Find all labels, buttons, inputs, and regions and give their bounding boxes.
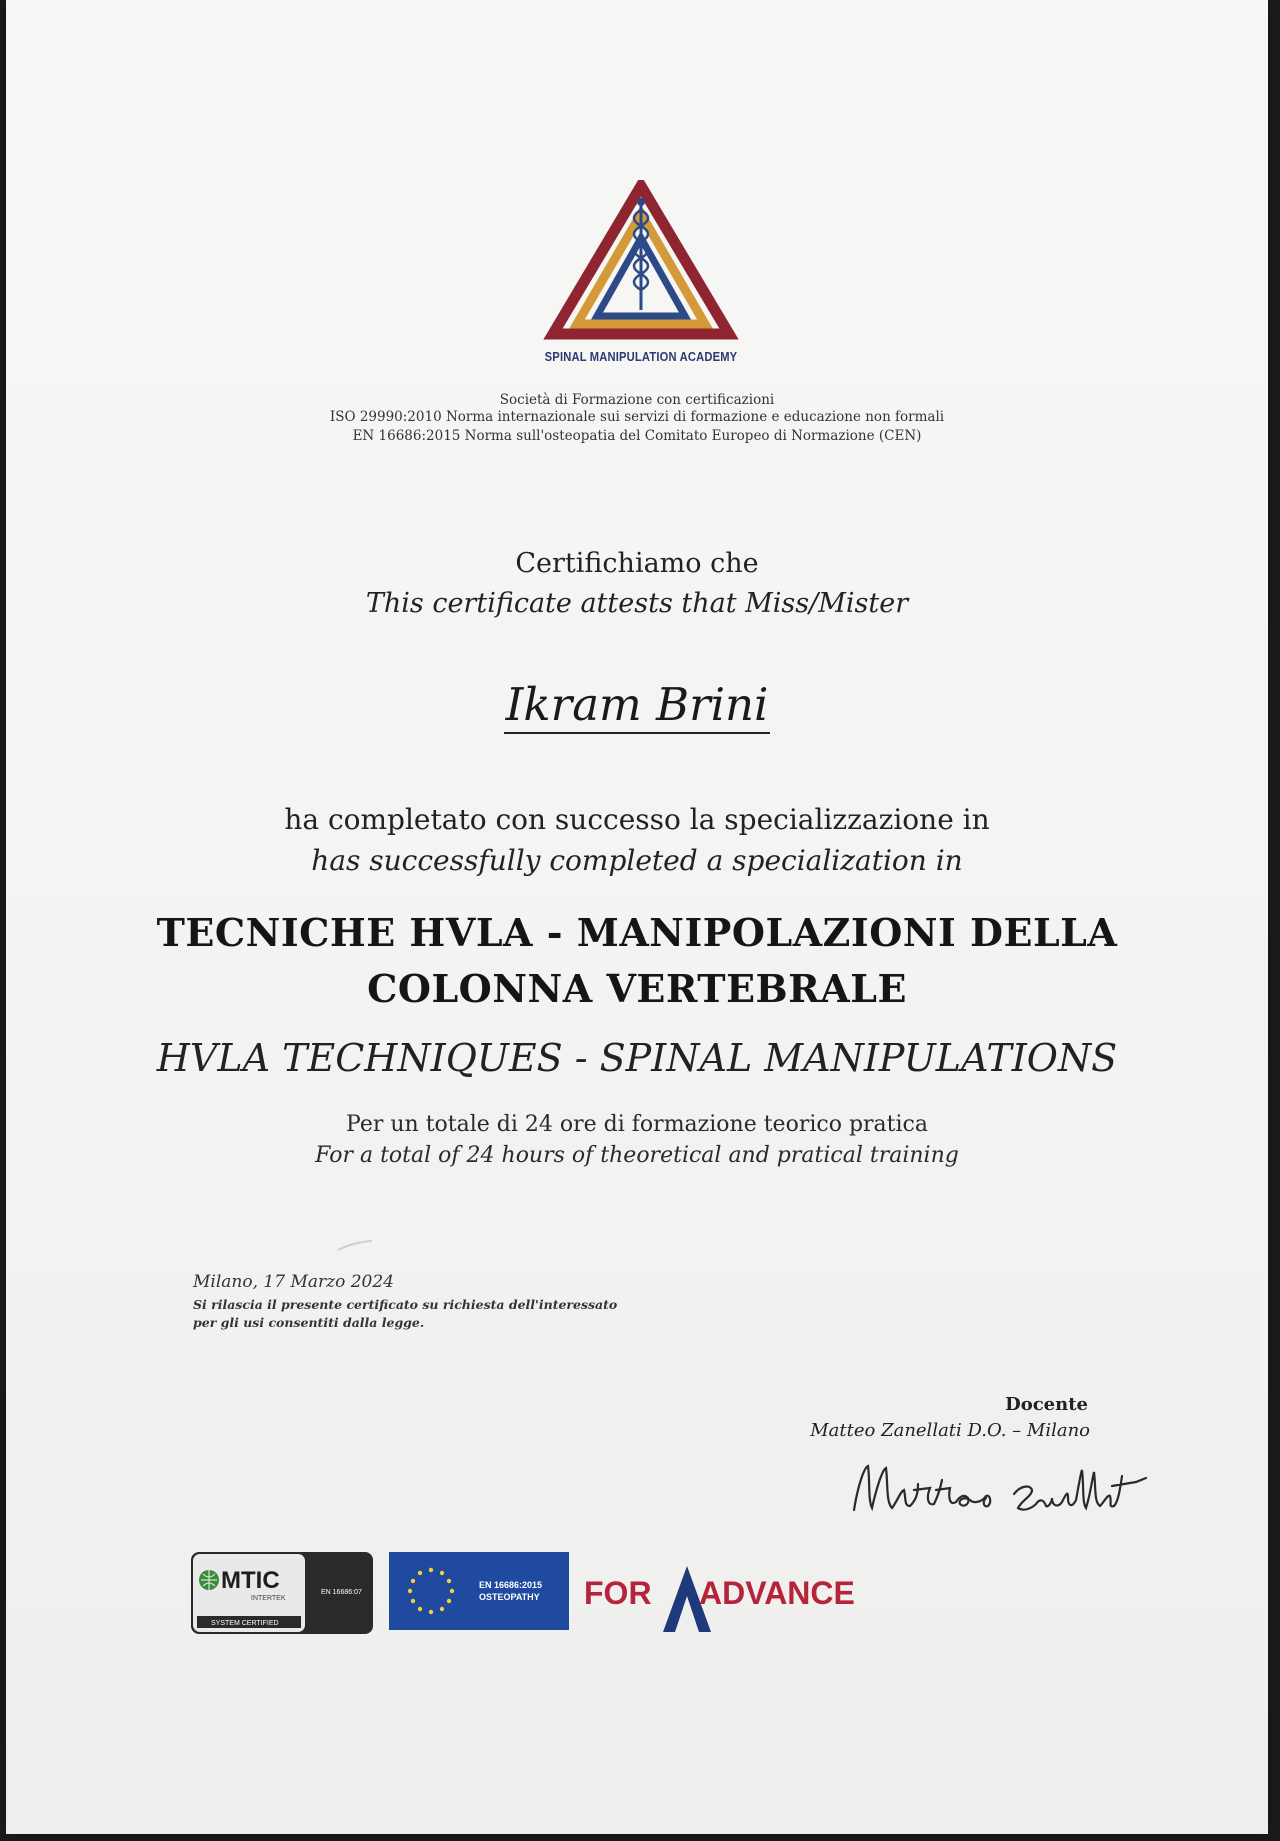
foradvance-part-2: ADVANCE — [699, 1575, 855, 1611]
badge-strip — [191, 1548, 891, 1638]
intro-en: This certificate attests that Miss/Mister — [365, 588, 909, 619]
foradvance-logo — [584, 1566, 855, 1632]
eu-line-2: OSTEOPATHY — [479, 1592, 540, 1602]
mtic-label: SYSTEM CERTIFIED — [211, 1620, 279, 1627]
course-title-en: HVLA TECHNIQUES - SPINAL MANIPULATIONS — [156, 1036, 1118, 1080]
course-title-it — [6, 905, 1268, 1017]
mtic-standard: EN 16686:07 — [321, 1589, 362, 1596]
academy-name: SPINAL MANIPULATION ACADEMY — [544, 349, 738, 364]
mtic-brand: MTIC — [221, 1567, 280, 1594]
header-line-2: ISO 29990:2010 Norma internazionale sui servizi di formazione e educazione non formali — [329, 409, 945, 425]
teacher-role: Docente — [1005, 1394, 1088, 1415]
mtic-badge — [191, 1552, 373, 1634]
eu-line-1: EN 16686:2015 — [479, 1580, 543, 1590]
hours-it: Per un totale di 24 ore di formazione teorico pratica — [346, 1112, 928, 1137]
paper-mark — [336, 1238, 376, 1252]
course-title-it-line-2: COLONNA VERTEBRALE — [367, 966, 907, 1011]
header-line-1: Società di Formazione con certificazioni — [499, 392, 775, 408]
foradvance-part-1: FOR — [584, 1575, 652, 1611]
teacher-signature — [846, 1450, 1176, 1520]
course-title-it-line-1: TECNICHE HVLA - MANIPOLAZIONI DELLA — [156, 910, 1118, 955]
mtic-sub: INTERTEK — [251, 1595, 286, 1602]
recipient-name — [6, 678, 1268, 731]
issue-note-line-2: per gli usi consentiti dalla legge. — [193, 1315, 425, 1330]
intro-it: Certifichiamo che — [515, 548, 759, 579]
eu-osteopathy-badge — [389, 1552, 569, 1630]
recipient-name-text: Ikram Brini — [504, 678, 771, 734]
issue-note — [193, 1296, 713, 1332]
certificate-paper — [6, 0, 1268, 1834]
caduceus-triangle-icon — [541, 180, 741, 345]
issue-note-line-1: Si rilascia il presente certificato su richiesta dell'interessato — [193, 1297, 618, 1312]
completion-en: has successfully completed a specialization in — [311, 844, 963, 877]
teacher-name: Matteo Zanellati D.O. – Milano — [810, 1420, 1090, 1441]
certification-badges — [191, 1548, 891, 1642]
hours-en: For a total of 24 hours of theoretical and pratical training — [315, 1143, 959, 1168]
header-line-3: EN 16686:2015 Norma sull'osteopatia del Comitato Europeo di Normazione (CEN) — [352, 428, 922, 444]
issue-place-date: Milano, 17 Marzo 2024 — [193, 1272, 394, 1292]
completion-it: ha completato con successo la specializzazione in — [284, 803, 990, 836]
